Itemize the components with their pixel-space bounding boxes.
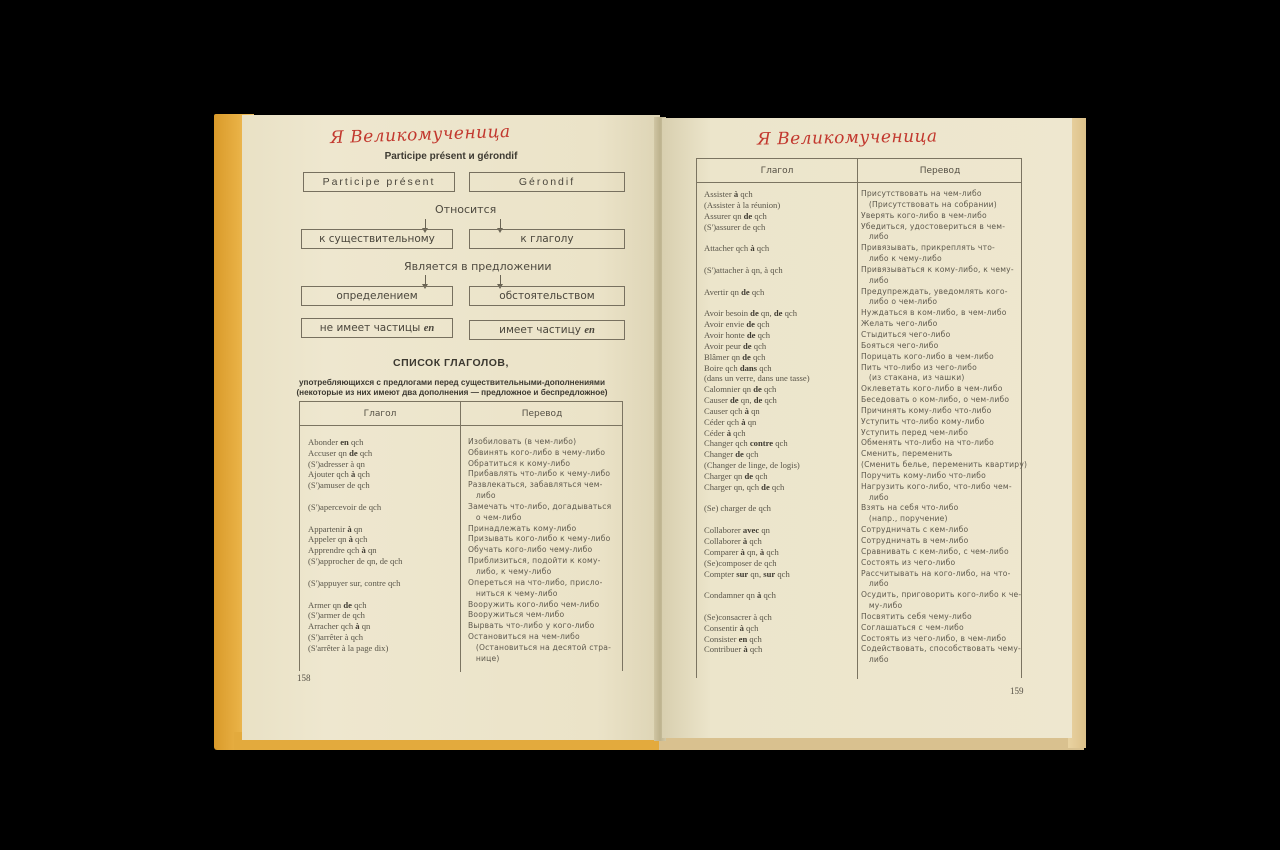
open-book: [214, 112, 1086, 752]
translation-entry: либо: [861, 232, 889, 242]
verb-entry: Changer de qch: [704, 449, 759, 460]
translation-entry: либо к чему-либо: [861, 254, 942, 264]
translation-entry: Содействовать, способствовать чему-: [861, 644, 1021, 654]
table-header: [697, 159, 1021, 183]
verb-entry: [704, 514, 810, 525]
attribute-box: определением: [301, 286, 453, 306]
verb-entry: Condamner qn à qch: [704, 590, 776, 601]
verb-entry: Blâmer qn de qch: [704, 351, 766, 362]
translation-entry: Вооружиться чем-либо: [468, 610, 565, 620]
verb-entry: Calomnier qn de qch: [704, 384, 777, 395]
verb-column: [308, 426, 402, 654]
verb-entry: (S')amuser de qch: [308, 480, 370, 491]
verb-entry: Avertir qn de qch: [704, 286, 765, 297]
translation-entry: нице): [468, 653, 500, 663]
translation-entry: Состоять из чего-либо, в чем-либо: [861, 633, 1007, 643]
verb-entry: [704, 232, 810, 243]
verb-entry: (Se) charger de qch: [704, 503, 771, 514]
translation-entry: либо: [861, 492, 889, 502]
translation-entry: Привязывать, прикреплять что-: [861, 243, 995, 253]
verb-list-title: СПИСОК ГЛАГОЛОВ,: [393, 357, 509, 369]
translation-entry: о чем-либо: [468, 512, 522, 522]
translation-entry: Принадлежать кому-либо: [468, 523, 577, 533]
verb-entry: [308, 491, 402, 502]
verb-entry: Avoir besoin de qn, de qch: [704, 308, 797, 319]
verb-entry: [704, 579, 810, 590]
translation-entry: Обменять что-либо на что-либо: [861, 438, 994, 448]
translation-entry: (Сменить белье, переменить квартиру): [861, 460, 1028, 470]
adverbial-box: обстоятельством: [469, 286, 625, 306]
translation-entry: Причинять кому-либо что-либо: [861, 405, 992, 415]
translation-entry: (из стакана, из чашки): [861, 373, 965, 383]
arrow-down-icon: [500, 219, 501, 229]
translation-entry: Нагрузить кого-либо, что-либо чем-: [861, 481, 1012, 491]
verb-entry: (S')armer de qch: [308, 610, 365, 621]
verb-entry: (S')approcher de qn, de qch: [308, 556, 403, 567]
no-particle-text: не имеет частицы: [319, 322, 421, 334]
gerondif-box: Gérondif: [469, 172, 625, 192]
verb-entry: Appeler qn à qch: [308, 534, 368, 545]
verb-entry: Consister en qch: [704, 633, 762, 644]
translation-entry: Оклеветать кого-либо в чем-либо: [861, 384, 1003, 394]
translation-entry: Обратиться к кому-либо: [468, 458, 571, 468]
translation-entry: Прибавлять что-либо к чему-либо: [468, 469, 611, 479]
verb-list-subtitle-2: (некоторые из них имеют два дополнения — предложное и беспредложное): [296, 388, 608, 397]
verb-entry: (S')assurer de qch: [704, 221, 766, 232]
to-noun-box: к существительному: [301, 229, 453, 249]
verb-entry: [704, 254, 810, 265]
translation-entry: Нуждаться в ком-либо, в чем-либо: [861, 308, 1007, 318]
verb-entry: Assister à qch: [704, 189, 753, 199]
verb-entry: [308, 513, 402, 524]
particle-en: en: [584, 325, 595, 336]
translation-entry: Остановиться на чем-либо: [468, 632, 580, 642]
translation-entry: Сотрудничать с кем-либо: [861, 525, 969, 535]
translation-column: [861, 189, 1027, 666]
page-number-left: 158: [297, 673, 311, 683]
verb-entry: [308, 589, 402, 600]
translation-entry: Состоять из чего-либо: [861, 557, 956, 567]
verb-entry: Arracher qch à qn: [308, 621, 371, 632]
to-verb-box: к глаголу: [469, 229, 625, 249]
translation-entry: Призывать кого-либо к чему-либо: [468, 534, 611, 544]
verb-entry: (Se)consacrer à qch: [704, 611, 772, 622]
translation-entry: Обвинять кого-либо в чему-либо: [468, 447, 606, 457]
verb-entry: (Se)composer de qch: [704, 557, 777, 568]
left-page: [242, 115, 660, 740]
verb-entry: Armer qn de qch: [308, 599, 367, 610]
verb-entry: Avoir honte de qch: [704, 329, 770, 340]
table-header: [300, 402, 622, 426]
particle-en: en: [423, 323, 435, 334]
verb-entry: Céder à qch: [704, 427, 746, 438]
verb-entry: Attacher qch à qch: [704, 243, 770, 254]
col-translation-header: Перевод: [919, 166, 961, 176]
verb-entry: Comparer à qn, à qch: [704, 546, 779, 557]
translation-entry: Соглашаться с чем-либо: [861, 622, 964, 632]
translation-entry: либо, к чему-либо: [468, 566, 552, 576]
verb-entry: Charger qn, qch de qch: [704, 481, 785, 492]
verb-entry: Assurer qn de qch: [704, 210, 767, 221]
arrow-down-icon: [425, 219, 426, 229]
verb-entry: Collaborer avec qn: [704, 525, 770, 536]
translation-entry: (Присутствовать на собрании): [861, 199, 997, 209]
translation-entry: Рассчитывать на кого-либо, на что-: [861, 568, 1011, 578]
translation-entry: Обучать кого-либо чему-либо: [468, 545, 593, 555]
verb-entry: [704, 601, 810, 612]
arrow-down-icon: [425, 275, 426, 285]
translation-entry: либо: [861, 579, 889, 589]
translation-entry: Сотрудничать в чем-либо: [861, 536, 969, 545]
right-page: [662, 118, 1072, 738]
verb-entry: Appartenir à qn: [308, 523, 363, 534]
handwritten-note-right: Я Великомученица: [756, 126, 938, 150]
translation-entry: либо: [468, 491, 496, 501]
col-verb-header: Глагол: [363, 409, 397, 419]
translation-entry: Уступить перед чем-либо: [861, 427, 969, 437]
column-divider: [460, 402, 461, 672]
verb-entry: Ajouter qch à qch: [308, 469, 370, 480]
verb-list-subtitle-1: употребляющихся с предлогами перед существительными-дополнениями: [298, 378, 606, 387]
translation-entry: ниться к чему-либо: [468, 588, 558, 598]
verb-entry: Céder qch à qn: [704, 416, 757, 427]
column-divider: [857, 159, 858, 679]
col-verb-header: Глагол: [760, 166, 794, 176]
verb-entry: Apprendre qch à qn: [308, 545, 377, 556]
has-particle-box: [469, 320, 625, 340]
translation-entry: Вырвать что-либо у кого-либо: [468, 621, 595, 631]
participe-box: Participe présent: [303, 172, 455, 192]
verb-table-right: [696, 158, 1028, 678]
translation-entry: либо о чем-либо: [861, 297, 938, 307]
verb-entry: Abonder en qch: [308, 436, 364, 447]
verb-entry: (S'arrêter à la page dix): [308, 642, 389, 653]
translation-entry: Приблизиться, подойти к кому-: [468, 556, 601, 566]
verb-entry: Changer qch contre qch: [704, 438, 788, 449]
no-particle-box: [301, 318, 453, 338]
section-title: Participe présent и gérondif: [384, 151, 518, 162]
translation-entry: Порицать кого-либо в чем-либо: [861, 351, 994, 361]
verb-table-left: [299, 401, 623, 671]
verb-entry: (S')adresser à qn: [308, 458, 365, 469]
translation-entry: Убедиться, удостовериться в чем-: [861, 221, 1006, 231]
translation-entry: Бояться чего-либо: [861, 340, 939, 350]
has-particle-text: имеет частицу: [499, 324, 581, 336]
col-translation-header: Перевод: [521, 409, 563, 419]
verb-column: [704, 189, 810, 655]
is-in-sentence-label: Является в предложении: [404, 260, 552, 273]
translation-column: [468, 426, 611, 665]
translation-entry: Сравнивать с кем-либо, с чем-либо: [861, 546, 1009, 556]
translation-entry: Опереться на что-либо, присло-: [468, 577, 603, 587]
translation-entry: Осудить, приговорить кого-либо к че-: [861, 590, 1022, 600]
verb-entry: Boire qch dans qch: [704, 362, 772, 373]
verb-entry: Accuser qn de qch: [308, 447, 373, 458]
translation-entry: Присутствовать на чем-либо: [861, 189, 982, 198]
translation-entry: Уверять кого-либо в чем-либо: [861, 210, 987, 220]
verb-entry: Contribuer à qch: [704, 644, 763, 655]
verb-entry: [308, 426, 402, 437]
verb-entry: (Assister à la réunion): [704, 199, 781, 210]
relates-label: Относится: [435, 203, 497, 216]
verb-entry: Avoir peur de qch: [704, 340, 767, 351]
translation-entry: Вооружить кого-либо чем-либо: [468, 599, 600, 609]
verb-entry: Causer qch à qn: [704, 405, 760, 416]
translation-entry: [468, 426, 611, 437]
translation-entry: Взять на себя что-либо: [861, 503, 959, 513]
translation-entry: Изобиловать (в чем-либо): [468, 436, 577, 446]
verb-entry: Causer de qn, de qch: [704, 395, 777, 406]
verb-entry: (Changer de linge, de logis): [704, 460, 800, 471]
verb-entry: [704, 276, 810, 287]
translation-entry: либо: [861, 655, 889, 665]
verb-entry: [704, 297, 810, 308]
translation-entry: Пить что-либо из чего-либо: [861, 362, 978, 372]
translation-entry: Беседовать о ком-либо, о чем-либо: [861, 395, 1010, 405]
translation-entry: Замечать что-либо, догадываться: [468, 501, 612, 511]
handwritten-note-left: Я Великомученица: [329, 121, 511, 149]
verb-entry: [308, 567, 402, 578]
translation-entry: Желать чего-либо: [861, 319, 938, 329]
verb-entry: (S')apercevoir de qch: [308, 501, 382, 512]
verb-entry: (S')attacher à qn, à qch: [704, 264, 783, 275]
translation-entry: Предупреждать, уведомлять кого-: [861, 286, 1008, 296]
verb-entry: [704, 493, 810, 504]
translation-entry: Поручить кому-либо что-либо: [861, 470, 986, 480]
verb-entry: Compter sur qn, sur qch: [704, 568, 790, 579]
translation-entry: Посвятить себя чему-либо: [861, 611, 972, 621]
translation-entry: либо: [861, 275, 889, 285]
translation-entry: Развлекаться, забавляться чем-: [468, 480, 603, 490]
translation-entry: (напр., поручение): [861, 514, 948, 524]
verb-entry: (dans un verre, dans une tasse): [704, 373, 810, 384]
translation-entry: (Остановиться на десятой стра-: [468, 642, 612, 652]
verb-entry: Charger qn de qch: [704, 470, 768, 481]
page-number-right: 159: [1010, 686, 1024, 696]
verb-entry: (S')arrêter à qch: [308, 632, 364, 643]
verb-entry: Consentir à qch: [704, 622, 759, 633]
verb-entry: Collaborer à qch: [704, 536, 762, 546]
verb-entry: (S')appuyer sur, contre qch: [308, 577, 401, 588]
translation-entry: Стыдиться чего-либо: [861, 329, 951, 339]
verb-entry: Avoir envie de qch: [704, 319, 770, 330]
translation-entry: Сменить, переменить: [861, 449, 953, 459]
translation-entry: Уступить что-либо кому-либо: [861, 416, 985, 426]
translation-entry: Привязываться к кому-либо, к чему-: [861, 264, 1014, 274]
arrow-down-icon: [500, 275, 501, 285]
translation-entry: му-либо: [861, 601, 903, 611]
